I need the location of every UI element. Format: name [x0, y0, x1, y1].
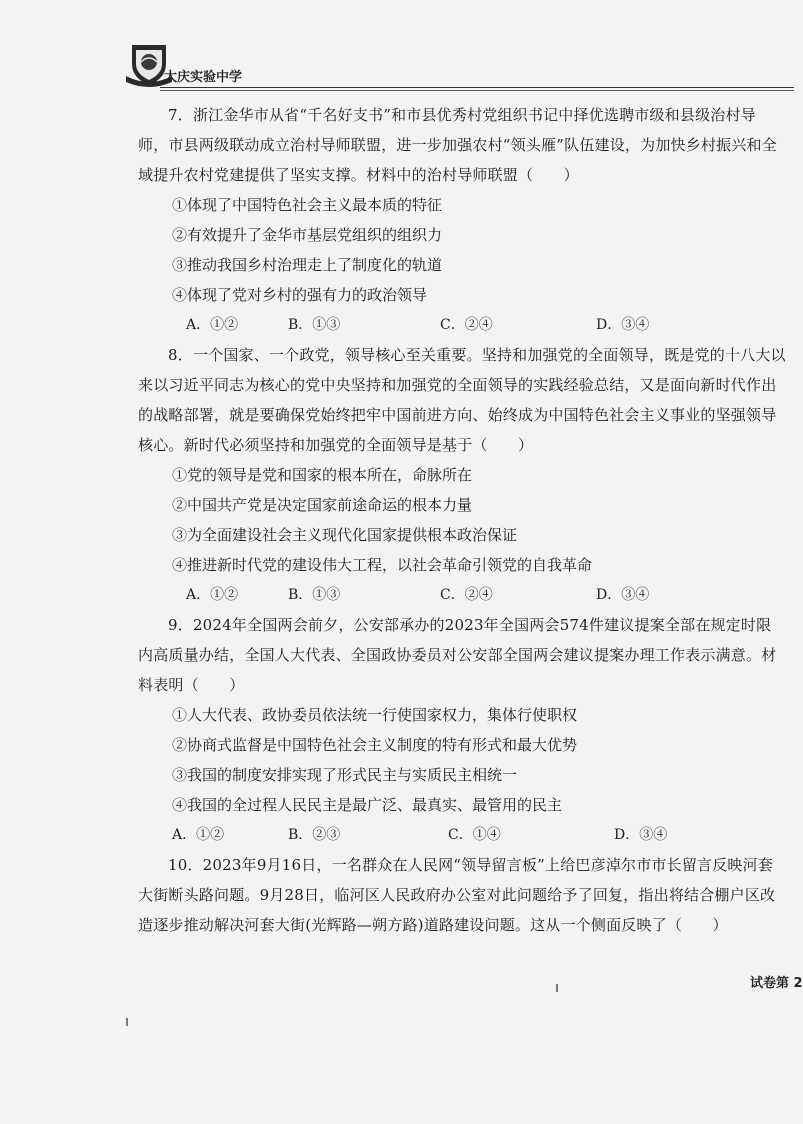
choice-d[interactable]: D．③④: [596, 317, 650, 333]
statement-option: ④体现了党对乡村的强有力的政治领导: [172, 286, 428, 304]
choice-d[interactable]: D．③④: [596, 587, 650, 603]
choice-a[interactable]: A．①②: [186, 317, 239, 333]
statement-option: ③为全面建设社会主义现代化国家提供根本政治保证: [172, 526, 518, 544]
choice-d[interactable]: D．③④: [614, 827, 668, 843]
header-rule: [160, 87, 794, 88]
choice-c[interactable]: C．②④: [440, 317, 493, 333]
choice-a[interactable]: A．①②: [172, 827, 225, 843]
statement-option: ①体现了中国特色社会主义最本质的特征: [172, 196, 443, 214]
scan-speck: [126, 1018, 128, 1026]
choice-b[interactable]: B．①③: [288, 317, 341, 333]
answer-choices: [138, 310, 786, 340]
statement-option: ②中国共产党是决定国家前途命运的根本力量: [172, 496, 473, 514]
choice-c[interactable]: C．①④: [448, 827, 501, 843]
school-name: 大庆实验中学: [164, 70, 243, 85]
statement-option: ②有效提升了金华市基层党组织的组织力: [172, 226, 443, 244]
question-stem: 9．2024年全国两会前夕，公安部承办的2023年全国两会574件建议提案全部在规定时限内高质量办结，全国人大代表、全国政协委员对公安部全国两会建议提案办理工作表示满意。材料表明（ ）: [138, 616, 777, 694]
answer-choices: [138, 580, 786, 610]
statement-option: ②协商式监督是中国特色社会主义制度的特有形式和最大优势: [172, 736, 578, 754]
choice-b[interactable]: B．②③: [288, 827, 341, 843]
question-stem: 7．浙江金华市从省“千名好支书”和市县优秀村党组织书记中择优选聘市级和县级治村导师，市县两级联动成立治村导师联盟，进一步加强农村“领头雁”队伍建设，为加快乡村振兴和全域提升农村党建提供了坚实支撑。材料中的治村导师联盟（ ）: [138, 106, 777, 184]
scan-speck: [556, 984, 558, 992]
question-stem: 10．2023年9月16日，一名群众在人民网“领导留言板”上给巴彦淖尔市市长留言反映河套大街断头路问题。9月28日，临河区人民政府办公室对此问题给予了回复，指出将结合棚户区改造逐步推动解决河套大街(光辉路—朔方路)道路建设问题。这从一个侧面反映了（ ）: [138, 856, 776, 934]
question-10: [138, 850, 786, 940]
answer-choices: [138, 820, 786, 850]
question-stem: 8．一个国家、一个政党，领导核心至关重要。坚持和加强党的全面领导，既是党的十八大以来以习近平同志为核心的党中央坚持和加强党的全面领导的实践经验总结，又是面向新时代作出的战略部署，就是要确保党始终把牢中国前进方向、始终成为中国特色社会主义事业的坚强领导核心。新时代必须坚持和加强党的全面领导是基于（ ）: [138, 346, 786, 454]
statement-option: ③我国的制度安排实现了形式民主与实质民主相统一: [172, 766, 518, 784]
statement-option: ④推进新时代党的建设伟大工程，以社会革命引领党的自我革命: [172, 556, 593, 574]
statement-option: ①党的领导是党和国家的根本所在，命脉所在: [172, 466, 473, 484]
page-header: [124, 42, 794, 92]
statement-option: ①人大代表、政协委员依法统一行使国家权力，集体行使职权: [172, 706, 578, 724]
question-list: [138, 100, 786, 940]
choice-c[interactable]: C．②④: [440, 587, 493, 603]
statement-option: ④我国的全过程人民民主是最广泛、最真实、最管用的民主: [172, 796, 563, 814]
choice-b[interactable]: B．①③: [288, 587, 341, 603]
question-9: [138, 610, 786, 850]
question-8: [138, 340, 786, 610]
choice-a[interactable]: A．①②: [186, 587, 239, 603]
question-7: [138, 100, 786, 340]
header-rule-thin: [160, 90, 794, 91]
statement-option: ③推动我国乡村治理走上了制度化的轨道: [172, 256, 443, 274]
page-number: 试卷第 2: [750, 976, 803, 991]
